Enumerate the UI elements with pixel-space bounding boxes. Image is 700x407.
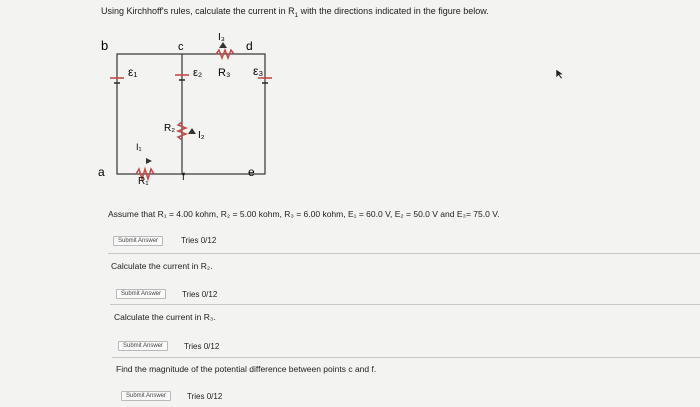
- divider: [108, 253, 700, 254]
- tries-counter-4: Tries 0/12: [187, 392, 223, 401]
- submit-answer-button-3[interactable]: Submit Answer: [118, 341, 168, 351]
- node-label-f: f: [182, 172, 185, 183]
- tries-counter-3: Tries 0/12: [184, 342, 220, 351]
- question-text: Using Kirchhoff's rules, calculate the current in $R_1$ with the directions indicated in the figure below.: [101, 6, 489, 19]
- node-label-c: c: [178, 41, 184, 53]
- divider: [110, 304, 700, 305]
- node-label-d: d: [246, 39, 253, 53]
- given-values: Assume that R₁ = 4.00 kohm, R₂ = 5.00 kohm, R₃ = 6.00 kohm, E₁ = 60.0 V, E₂ = 50.0 V and E₃= 75.0 V.: [108, 209, 500, 219]
- resistor-label-r1: R₁: [138, 176, 149, 187]
- current-label-i1: I₁: [136, 142, 142, 152]
- prompt-current-r3: Calculate the current in R₃.: [114, 312, 216, 322]
- current-arrow-i1: [146, 158, 152, 164]
- current-label-i3: I₃: [218, 32, 225, 43]
- node-label-e: e: [248, 165, 255, 179]
- current-arrow-i2: [188, 128, 196, 134]
- circuit-wire-outer: [117, 54, 265, 174]
- node-label-b: b: [101, 38, 109, 53]
- tries-counter-1: Tries 0/12: [181, 236, 217, 245]
- submit-answer-button-1[interactable]: Submit Answer: [113, 236, 163, 246]
- node-label-a: a: [98, 165, 105, 179]
- emf-label-e1: ε₁: [128, 65, 138, 79]
- tries-counter-2: Tries 0/12: [182, 290, 218, 299]
- divider: [112, 357, 700, 358]
- mouse-cursor-icon: [555, 68, 565, 80]
- prompt-potential-cf: Find the magnitude of the potential difference between points c and f.: [116, 364, 377, 374]
- submit-answer-button-4[interactable]: Submit Answer: [121, 391, 171, 401]
- resistor-label-r2: R₂: [164, 123, 176, 134]
- prompt-current-r2: Calculate the current in R₂.: [111, 261, 213, 271]
- submit-answer-button-2[interactable]: Submit Answer: [116, 289, 166, 299]
- circuit-diagram: [96, 30, 286, 190]
- emf-label-e2: ε₂: [193, 67, 203, 79]
- current-label-i2: I₂: [198, 130, 205, 141]
- resistor-label-r3: R₃: [218, 67, 231, 79]
- emf-label-e3: ε₃: [253, 64, 264, 78]
